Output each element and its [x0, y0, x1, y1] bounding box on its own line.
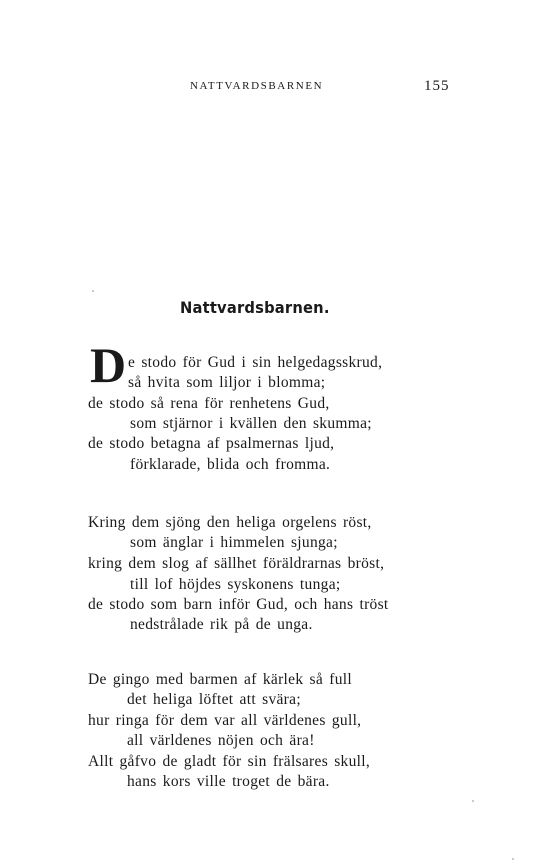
- paper-speck: [472, 800, 474, 802]
- poem-line: Kring dem sjöng den heliga orgelens röst,: [88, 514, 372, 531]
- poem-line: de stodo som barn inför Gud, och hans tröst: [88, 596, 389, 613]
- poem-line: det heliga löftet att svära;: [127, 691, 301, 708]
- poem-line: hur ringa för dem var all världenes gull,: [88, 712, 362, 729]
- page-number: 155: [424, 78, 450, 94]
- running-head: NATTVARDSBARNEN: [190, 80, 324, 92]
- poem-title: Nattvardsbarnen.: [180, 298, 330, 317]
- poem-line: all världenes nöjen och ära!: [127, 732, 315, 749]
- poem-line: de stodo betagna af psalmernas ljud,: [88, 435, 335, 452]
- poem-line: förklarade, blida och fromma.: [130, 456, 331, 473]
- drop-cap: D: [90, 337, 127, 393]
- poem-line: e stodo för Gud i sin helgedagsskrud,: [128, 354, 383, 371]
- poem-line: till lof höjdes syskonens tunga;: [130, 576, 341, 593]
- poem-line: nedstrålade rik på de unga.: [130, 616, 313, 633]
- poem-line: så hvita som liljor i blomma;: [128, 374, 326, 391]
- poem-line: de stodo så rena för renhetens Gud,: [88, 395, 330, 412]
- poem-line: De gingo med barmen af kärlek så full: [88, 671, 352, 688]
- poem-line: som änglar i himmelen sjunga;: [130, 534, 338, 551]
- poem-line: Allt gåfvo de gladt för sin frälsares skull,: [88, 753, 371, 770]
- paper-speck: [512, 858, 514, 860]
- poem-line: hans kors ville troget de bära.: [127, 773, 330, 790]
- paper-speck: [92, 290, 94, 292]
- poem-line: kring dem slog af sällhet föräldrarnas bröst,: [88, 555, 385, 572]
- poem-line: som stjärnor i kvällen den skumma;: [130, 415, 372, 432]
